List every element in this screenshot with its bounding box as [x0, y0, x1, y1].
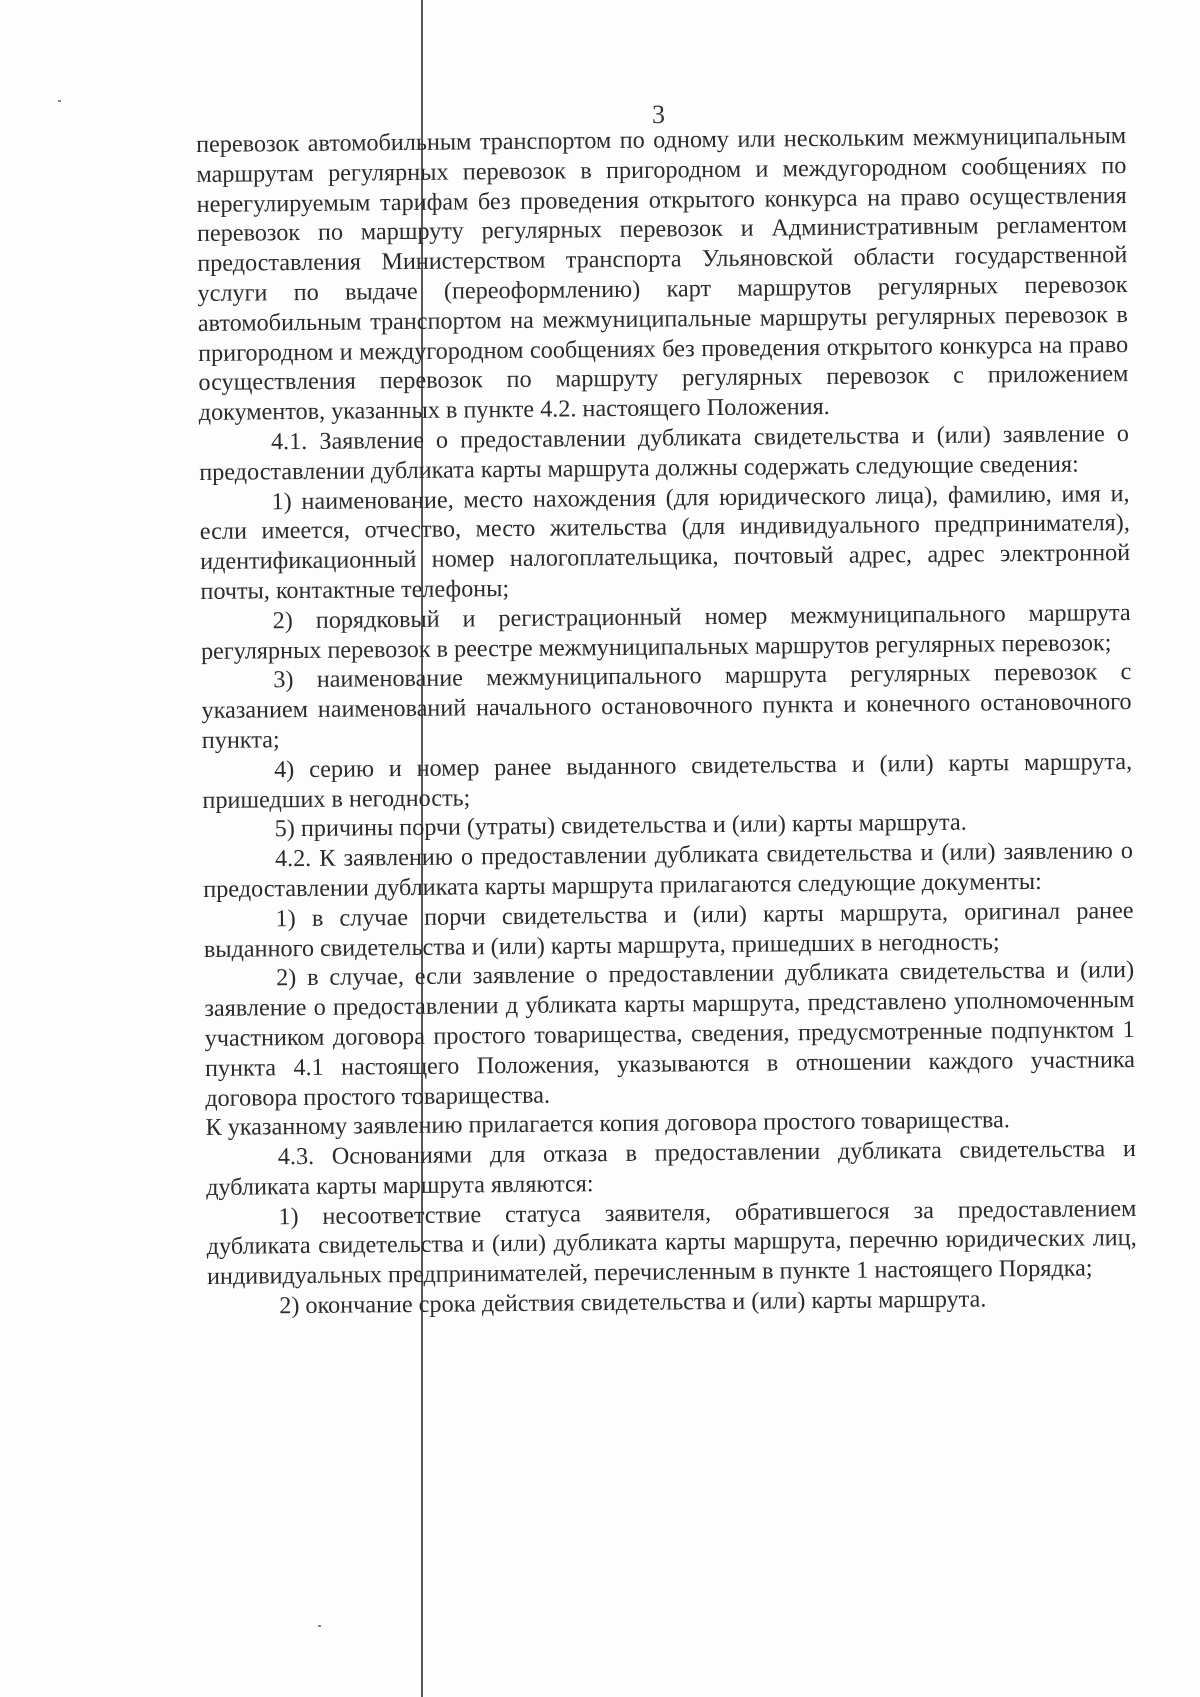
clause-4-3-item-2: 2) окончание срока действия свидетельства и (или) карты маршрута.: [279, 1285, 987, 1320]
scan-speck: [318, 1625, 321, 1627]
clause-4-1-item-2: 2) порядковый и регистрационный номер межмуниципального маршрута регулярных перевозок в реестре межмуниципальных маршрутов регулярных перевозок;: [200, 598, 1131, 665]
clause-4-1-item-1: 1) наименование, место нахождения (для юридического лица), фамилию, имя и, если имеется, отчество, место жительства (для индивидуального предпринимателя), идентификационный номер налогоплательщика, почтовый адрес, адрес электронной почты, контактные телефоны;: [199, 479, 1131, 605]
clause-4-2: 4.2. К заявлению о предоставлении дубликата свидетельства и (или) заявлению о предоставлении дубликата карты маршрута прилагаются следующие документы:: [203, 837, 1134, 903]
clause-4-2-item-1: 1) в случае порчи свидетельства и (или) карты маршрута, оригинал ранее выданного свидетельства и (или) карты маршрута, пришедших в негодность;: [203, 896, 1134, 963]
clause-4-3-item-1: 1) несоответствие статуса заявителя, обратившегося за предоставлением дубликата свидетельства и (или) дубликата карты маршрута, перечню юридических лиц, индивидуальных предпринимателей, перечисленным в пункте 1 настоящего Порядка;: [206, 1194, 1137, 1291]
clause-4-1-item-3: 3) наименование межмуниципального маршрута регулярных перевозок с указанием наименований начального остановочного пункта и конечного остановочного пункта;: [201, 658, 1132, 754]
clause-4-1-item-4: 4) серию и номер ранее выданного свидетельства и (или) карты маршрута, пришедших в негодность;: [202, 747, 1133, 814]
scan-speck: [58, 100, 61, 102]
clause-4-1-item-5: 5) причины порчи (утраты) свидетельства и (или) карты маршрута.: [274, 808, 967, 843]
document-body: [196, 121, 1137, 1322]
clause-4-1: 4.1. Заявление о предоставлении дубликата свидетельства и (или) заявление о предоставлении дубликата карты маршрута должны содержать следующие сведения:: [199, 420, 1130, 486]
paragraph-continuation: перевозок автомобильным транспортом по одному или нескольким межмуниципальным маршрутам регулярных перевозок в пригородном и междугородном сообщениях по нерегулируемым тарифам без проведения открытого конкурса на право осуществления перевозок по маршруту регулярных перевозок и Административным регламентом предоставления Министерством транспорта Ульяновской области государственной услуги по выдаче (переоформлению) карт маршрутов регулярных перевозок автомобильным транспортом на межмуниципальные маршруты регулярных перевозок в пригородном и междугородном сообщениях без проведения открытого конкурса на право осуществления перевозок по маршруту регулярных перевозок с приложением документов, указанных в пункте 4.2. настоящего Положения.: [196, 122, 1129, 427]
clause-4-2-item-2: 2) в случае, если заявление о предоставлении дубликата свидетельства и (или) заявление о предоставлении д убликата карты маршрута, представлено уполномоченным участником договора простого товарищества, сведения, предусмотренные подпунктом 1 пункта 4.1 настоящего Положения, указываются в отношении каждого участника договора простого товарищества.: [204, 956, 1136, 1112]
page-number: 3: [652, 100, 665, 129]
clause-4-2-note: К указанному заявлению прилагается копия договора простого товарищества.: [205, 1106, 1010, 1142]
clause-4-3: 4.3. Основаниями для отказа в предоставлении дубликата свидетельства и дубликата карты маршрута являются:: [206, 1135, 1136, 1201]
